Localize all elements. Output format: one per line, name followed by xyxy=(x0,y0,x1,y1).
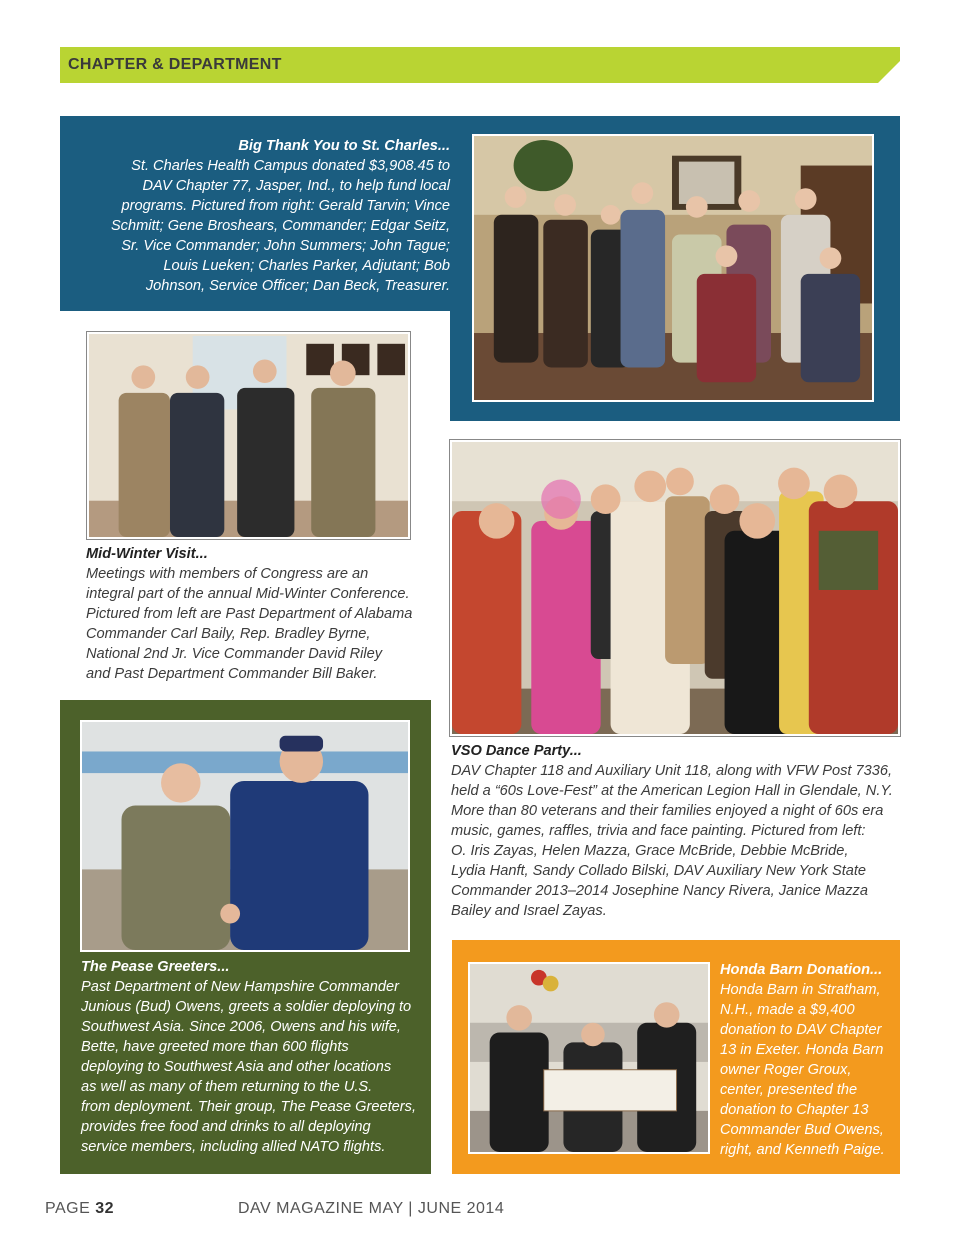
caption-line: center, presented the xyxy=(720,1082,858,1098)
vso-dance-photo xyxy=(450,440,900,736)
caption-line: Commander 2013–2014 Josephine Nancy Rivera, Janice Mazza xyxy=(451,883,868,899)
caption-line: music, games, raffles, trivia and face painting. Pictured from left: xyxy=(451,823,866,839)
caption-line: N.H., made a $9,400 xyxy=(720,1002,855,1018)
caption-title: Honda Barn Donation... xyxy=(720,962,883,978)
caption-line: held a “60s Love-Fest” at the American Legion Hall in Glendale, N.Y. xyxy=(451,783,893,799)
honda-photo xyxy=(468,962,710,1154)
st-charles-caption xyxy=(60,116,460,311)
caption-line: owner Roger Groux, xyxy=(720,1062,852,1078)
honda-caption xyxy=(720,960,898,1160)
caption-line: Lydia Hanft, Sandy Collado Bilski, DAV Auxiliary New York State xyxy=(451,863,867,879)
caption-line: integral part of the annual Mid-Winter Conference. xyxy=(86,586,410,602)
caption-title: Big Thank You to St. Charles... xyxy=(238,138,450,154)
vso-dance-caption xyxy=(451,741,901,921)
page-prefix: PAGE xyxy=(45,1200,91,1217)
caption-line: DAV Chapter 118 and Auxiliary Unit 118, along with VFW Post 7336, xyxy=(451,763,893,779)
caption-line: Commander Carl Baily, Rep. Bradley Byrne, xyxy=(86,626,371,642)
magazine-issue: DAV MAGAZINE MAY | JUNE 2014 xyxy=(238,1200,505,1217)
caption-line: service members, including allied NATO flights. xyxy=(81,1139,386,1155)
mid-winter-caption xyxy=(86,544,436,684)
caption-title: Mid-Winter Visit... xyxy=(86,546,208,562)
page-number xyxy=(45,1200,114,1218)
pease-caption xyxy=(81,957,426,1157)
caption-line: Commander Bud Owens, xyxy=(720,1122,884,1138)
section-label: CHAPTER & DEPARTMENT xyxy=(68,56,282,73)
caption-line: Louis Lueken; Charles Parker, Adjutant; Bob xyxy=(163,258,450,274)
st-charles-photo xyxy=(472,134,874,402)
caption-line: National 2nd Jr. Vice Commander David Riley xyxy=(86,646,383,662)
caption-line: and Past Department Commander Bill Baker. xyxy=(86,666,378,682)
caption-line: Schmitt; Gene Broshears, Commander; Edgar Seitz, xyxy=(110,218,450,234)
caption-line: Past Department of New Hampshire Commander xyxy=(81,979,399,995)
caption-line: Sr. Vice Commander; John Summers; John Tague; xyxy=(121,238,450,254)
caption-line: Pictured from left are Past Department of Alabama xyxy=(86,606,413,622)
caption-line: DAV Chapter 77, Jasper, Ind., to help fund local xyxy=(142,178,450,194)
caption-line: provides free food and drinks to all deploying xyxy=(81,1119,371,1135)
section-banner xyxy=(60,47,900,83)
caption-line: deploying to Southwest Asia and other locations xyxy=(81,1059,392,1075)
caption-line: Bette, have greeted more than 600 flights xyxy=(81,1039,349,1055)
caption-line: Southwest Asia. Since 2006, Owens and his wife, xyxy=(81,1019,401,1035)
caption-line: O. Iris Zayas, Helen Mazza, Grace McBride, Debbie McBride, xyxy=(451,843,849,859)
caption-line: Bailey and Israel Zayas. xyxy=(451,903,607,919)
caption-line: 13 in Exeter. Honda Barn xyxy=(720,1042,884,1058)
caption-line: Honda Barn in Stratham, xyxy=(720,982,881,998)
caption-line: Meetings with members of Congress are an xyxy=(86,566,369,582)
page-number-value: 32 xyxy=(95,1200,115,1217)
caption-line: right, and Kenneth Paige. xyxy=(720,1142,885,1158)
mid-winter-photo xyxy=(87,332,410,539)
caption-line: donation to Chapter 13 xyxy=(720,1102,869,1118)
caption-title: VSO Dance Party... xyxy=(451,743,582,759)
pease-photo xyxy=(80,720,410,952)
caption-line: Junious (Bud) Owens, greets a soldier deploying to xyxy=(81,999,412,1015)
caption-line: More than 80 veterans and their families enjoyed a night of 60s era xyxy=(451,803,884,819)
caption-title: The Pease Greeters... xyxy=(81,959,230,975)
caption-line: Johnson, Service Officer; Dan Beck, Treasurer. xyxy=(145,278,450,294)
caption-line: from deployment. Their group, The Pease Greeters, xyxy=(81,1099,417,1115)
caption-line: donation to DAV Chapter xyxy=(720,1022,882,1038)
caption-line: St. Charles Health Campus donated $3,908.45 to xyxy=(131,158,450,174)
caption-line: programs. Pictured from right: Gerald Tarvin; Vince xyxy=(121,198,450,214)
caption-line: as well as many of them returning to the U.S. xyxy=(81,1079,373,1095)
